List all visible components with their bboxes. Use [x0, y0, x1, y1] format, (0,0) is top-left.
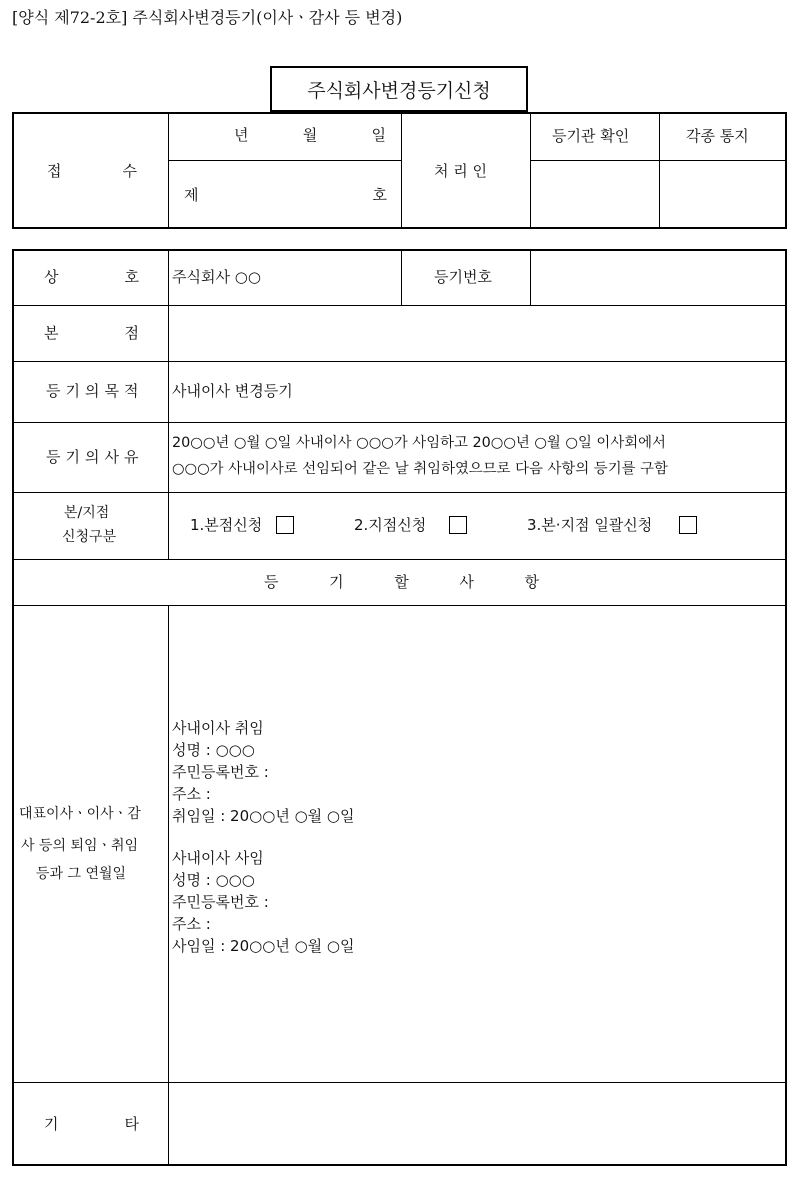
change-label-3: 등과 그 연월일 [36, 866, 127, 882]
resignation-line: 주소 : [172, 915, 211, 933]
branch-option-3: 3.본·지점 일괄신청 [527, 516, 653, 534]
company-label: 상 호 [44, 268, 139, 286]
registrar-check-label: 등기관 확인 [552, 127, 630, 145]
resignation-line: 사임일 : 20○○년 ○월 ○일 [172, 937, 355, 955]
day-char: 일 [371, 126, 386, 144]
form-header: [양식 제72-2호] 주식회사변경등기(이사ㆍ감사 등 변경) [12, 8, 403, 27]
company-value: 주식회사 ○○ [172, 268, 261, 286]
resignation-line: 주민등록번호 : [172, 893, 269, 911]
branch-option-2: 2.지점신청 [354, 516, 427, 534]
year-char: 년 [234, 126, 249, 144]
reason-line-2: ○○○가 사내이사로 선임되어 같은 날 취임하였으므로 다음 사항의 등기를 구함 [172, 461, 668, 477]
combined-checkbox[interactable] [679, 516, 697, 534]
reg-number-label: 등기번호 [434, 268, 492, 286]
appointment-line: 사내이사 취임 [172, 719, 264, 737]
notices-label: 각종 통지 [686, 127, 749, 145]
head-office-label: 본 점 [44, 324, 139, 342]
branch-office-checkbox[interactable] [449, 516, 467, 534]
branch-label-1: 본/지점 [64, 505, 110, 521]
receipt-label: 접 수 [47, 162, 137, 180]
appointment-block [172, 717, 355, 957]
month-char: 월 [302, 126, 318, 144]
reason-label: 등기의사유 [46, 448, 144, 466]
resignation-line: 사내이사 사임 [172, 849, 264, 867]
appointment-line: 주소 : [172, 785, 211, 803]
appointment-line: 성명 : ○○○ [172, 741, 255, 759]
main-table [12, 249, 787, 1166]
appointment-line: 취임일 : 20○○년 ○월 ○일 [172, 807, 355, 825]
appointment-line: 주민등록번호 : [172, 763, 269, 781]
receipt-date [234, 128, 386, 143]
branch-option-1: 1.본점신청 [190, 516, 263, 534]
resignation-line: 성명 : ○○○ [172, 871, 255, 889]
reason-line-1: 20○○년 ○월 ○일 사내이사 ○○○가 사임하고 20○○년 ○월 ○일 이사회에서 [172, 435, 666, 451]
change-label-1: 대표이사ㆍ이사ㆍ감 [19, 806, 141, 822]
change-label-2: 사 등의 퇴임ㆍ취임 [21, 838, 139, 854]
form-title: 주식회사변경등기신청 [270, 66, 528, 112]
other-label: 기 타 [44, 1115, 139, 1133]
purpose-label: 등기의목적 [46, 382, 144, 400]
processor-label: 처 리 인 [434, 162, 488, 180]
receipt-table [12, 112, 787, 229]
head-office-checkbox[interactable] [276, 516, 294, 534]
branch-label-2: 신청구분 [62, 529, 117, 545]
receipt-number: 제 호 [184, 186, 387, 204]
items-header: 등 기 할 사 항 [264, 573, 539, 591]
purpose-value: 사내이사 변경등기 [172, 382, 293, 400]
